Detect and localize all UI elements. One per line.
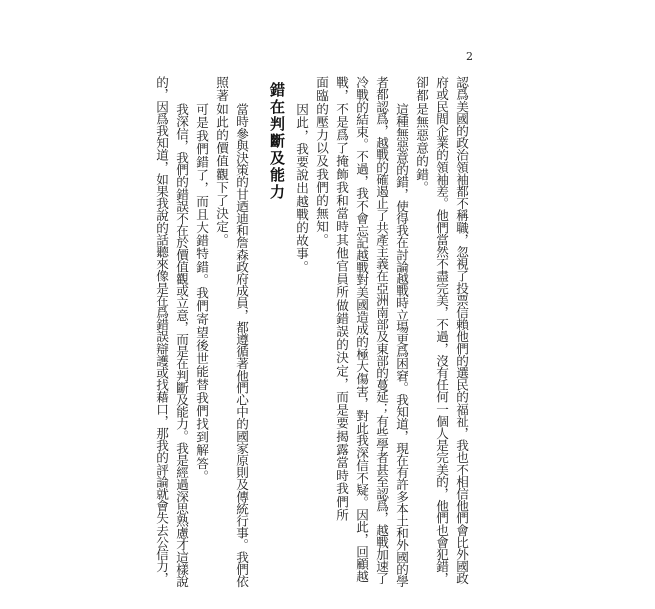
text-column-1: 認爲美國的政治領袖都不稱職，忽視了投票信賴他們的選民的福祉，我也不相信他們會比外國政 (454, 76, 469, 585)
page-number: 2 (466, 50, 473, 63)
text-column-12: 可是我們錯了，而且大錯特錯。我們寄望後世能替我們找到解答。 (194, 103, 209, 483)
text-column-2: 府或民間企業的領袖差。他們當然不盡完美，不過，沒有任何一個人是完美的，他們也會犯錯， (434, 76, 449, 585)
text-column-11: 照著如此的價值觀下了決定。 (214, 76, 229, 247)
section-heading: 錯在判斷及能力 (268, 82, 286, 201)
text-column-14: 的，因爲我知道，如果我說的話聽來像是在爲錯誤辯護或找藉口，那我的評論就會失去公信力， (154, 76, 169, 585)
text-column-5: 者都認爲，越戰的確遏止了共產主義在亞洲南部及東部的蔓延；有些學者甚至認爲，越戰加速了 (374, 76, 389, 585)
text-column-8: 面臨的壓力以及我們的無知。 (314, 76, 329, 247)
text-column-9: 因此，我要說出越戰的故事。 (294, 103, 309, 274)
text-column-13: 我深信，我們的錯誤不在於價值觀或立意，而是在判斷及能力。我是經過深思熟慮才這樣說 (174, 103, 189, 587)
text-column-10: 當時參與決策的甘迺迪和詹森政府成員，都遵循著他們心中的國家原則及傳統行事。我們依 (234, 103, 249, 587)
text-column-4: 這種無惡意的錯，使得我在討論越戰時立場更爲困窘。我知道，現在有許多本土和外國的學 (394, 103, 409, 587)
text-column-7: 戰，不是爲了掩飾我和當時其他官員所做錯誤的決定，而是要揭露當時我們所 (334, 76, 349, 522)
text-column-6: 冷戰的結束。不過，我不會忘記越戰對美國造成的極大傷害，對此我深信不疑。因此，回顧越 (354, 76, 369, 583)
text-column-3: 卻都是無惡意的錯。 (414, 76, 429, 194)
